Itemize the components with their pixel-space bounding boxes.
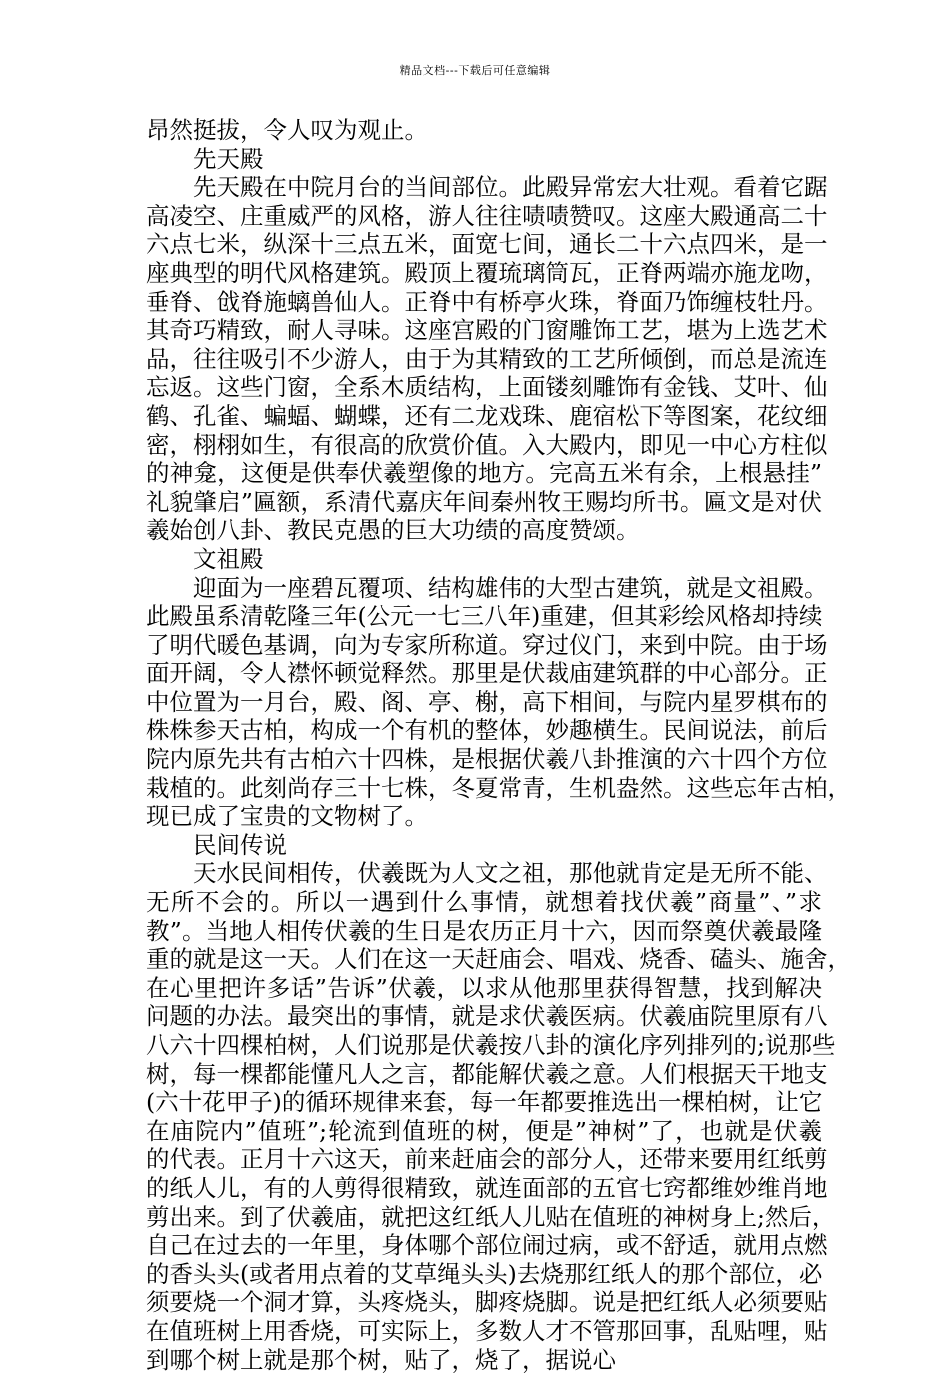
text-line: 八六十四棵柏树，人们说那是伏羲按八卦的演化序列排列的;说那些	[146, 1031, 836, 1059]
text-line: 问题的办法。最突出的事情，就是求伏羲医病。伏羲庙院里原有八	[146, 1002, 828, 1031]
text-line: 天水民间相传，伏羲既为人文之祖，那他就肯定是无所不能、	[193, 859, 828, 888]
text-line: 的香头头(或者用点着的艾草绳头头)去烧那红纸人的那个部位，必	[146, 1259, 823, 1288]
text-line: 到哪个树上就是那个树，贴了，烧了，据说心	[146, 1345, 616, 1374]
text-line: 的纸人儿，有的人剪得很精致，就连面部的五官七窍都维妙维肖地	[146, 1173, 828, 1202]
text-line: 剪出来。到了伏羲庙，就把这红纸人儿贴在值班的神树身上;然后，	[146, 1202, 836, 1231]
text-line: 在心里把许多话”告诉”伏羲，以求从他那里获得智慧，找到解决	[146, 973, 822, 1002]
text-line: 栽植的。此刻尚存三十七株，冬夏常青，生机盎然。这些忘年古柏，	[146, 773, 851, 802]
text-line: (六十花甲子)的循环规律来套，每一年都要推选出一棵柏树，让它	[146, 1088, 823, 1117]
text-line: 现已成了宝贵的文物树了。	[146, 802, 428, 831]
text-line: 在值班树上用香烧，可实际上，多数人才不管那回事，乱贴哩，贴	[146, 1316, 828, 1345]
text-line: 六点七米，纵深十三点五米，面宽七间，通长二十六点四米，是一	[146, 230, 828, 259]
text-line: 的神龛，这便是供奉伏羲塑像的地方。完高五米有余，上根悬挂”	[146, 459, 822, 488]
text-line: 鹤、孔雀、蝙蝠、蝴蝶，还有二龙戏珠、鹿宿松下等图案，花纹细	[146, 401, 828, 430]
text-line: 重的就是这一天。人们在这一天赶庙会、唱戏、烧香、磕头、施舍，	[146, 945, 851, 974]
text-line: 品，往往吸引不少游人，由于为其精致的工艺所倾倒，而总是流连	[146, 344, 828, 373]
text-line: 教”。当地人相传伏羲的生日是农历正月十六，因而祭奠伏羲最隆	[146, 916, 822, 945]
text-line: 高凌空、庄重威严的风格，游人往往啧啧赞叹。这座大殿通高二十	[146, 201, 828, 230]
text-line: 院内原先共有古柏六十四株，是根据伏羲八卦推演的六十四个方位	[146, 745, 828, 774]
text-line: 迎面为一座碧瓦覆项、结构雄伟的大型古建筑，就是文祖殿。	[193, 573, 828, 602]
section-heading: 民间传说	[193, 830, 287, 859]
text-line: 垂脊、戗脊施螭兽仙人。正脊中有桥亭火珠，脊面乃饰缠枝牡丹。	[146, 287, 828, 316]
text-line: 须要烧一个洞才算，头疼烧头，脚疼烧脚。说是把红纸人必须要贴	[146, 1288, 828, 1317]
text-line: 树，每一棵都能懂凡人之言，都能解伏羲之意。人们根据天干地支	[146, 1059, 828, 1088]
text-line: 羲始创八卦、教民克愚的巨大功绩的高度赞颂。	[146, 516, 640, 545]
text-line: 了明代暖色基调，向为专家所称道。穿过仪门，来到中院。由于场	[146, 630, 828, 659]
text-line: 自己在过去的一年里，身体哪个部位闹过病，或不舒适，就用点燃	[146, 1231, 828, 1260]
section-heading: 文祖殿	[193, 544, 264, 573]
section-heading: 先天殿	[193, 144, 264, 173]
text-line: 忘返。这些门窗，全系木质结构，上面镂刻雕饰有金钱、艾叶、仙	[146, 373, 828, 402]
text-line: 中位置为一月台，殿、阁、亭、榭，高下相间，与院内星罗棋布的	[146, 687, 828, 716]
text-line: 座典型的明代风格建筑。殿顶上覆琉璃筒瓦，正脊两端亦施龙吻，	[146, 258, 828, 287]
text-line: 株株参天古柏，构成一个有机的整体，妙趣横生。民间说法，前后	[146, 716, 828, 745]
text-line: 此殿虽系清乾隆三年(公元一七三八年)重建，但其彩绘风格却持续	[146, 602, 823, 631]
page-header: 精品文档---下载后可任意编辑	[399, 64, 551, 77]
text-line: 昂然挺拔，令人叹为观止。	[146, 116, 428, 144]
text-line: 先天殿在中院月台的当间部位。此殿异常宏大壮观。看着它踞	[193, 173, 828, 202]
text-line: 面开阔，令人襟怀顿觉释然。那里是伏裁庙建筑群的中心部分。正	[146, 659, 828, 688]
document-body	[146, 116, 851, 1374]
text-line: 密，栩栩如生，有很高的欣赏价值。入大殿内，即见一中心方柱似	[146, 430, 828, 459]
text-line: 的代表。正月十六这天，前来赶庙会的部分人，还带来要用红纸剪	[146, 1145, 828, 1174]
text-line: 在庙院内”值班”;轮流到值班的树，便是”神树”了，也就是伏羲	[146, 1116, 822, 1145]
text-line: 无所不会的。所以一遇到什么事情，就想着找伏羲”商量”、”求	[146, 888, 822, 917]
text-line: 其奇巧精致，耐人寻味。这座宫殿的门窗雕饰工艺，堪为上选艺术	[146, 316, 828, 345]
text-line: 礼貌肇启”匾额，系清代嘉庆年间秦州牧王赐均所书。匾文是对伏	[146, 487, 822, 516]
